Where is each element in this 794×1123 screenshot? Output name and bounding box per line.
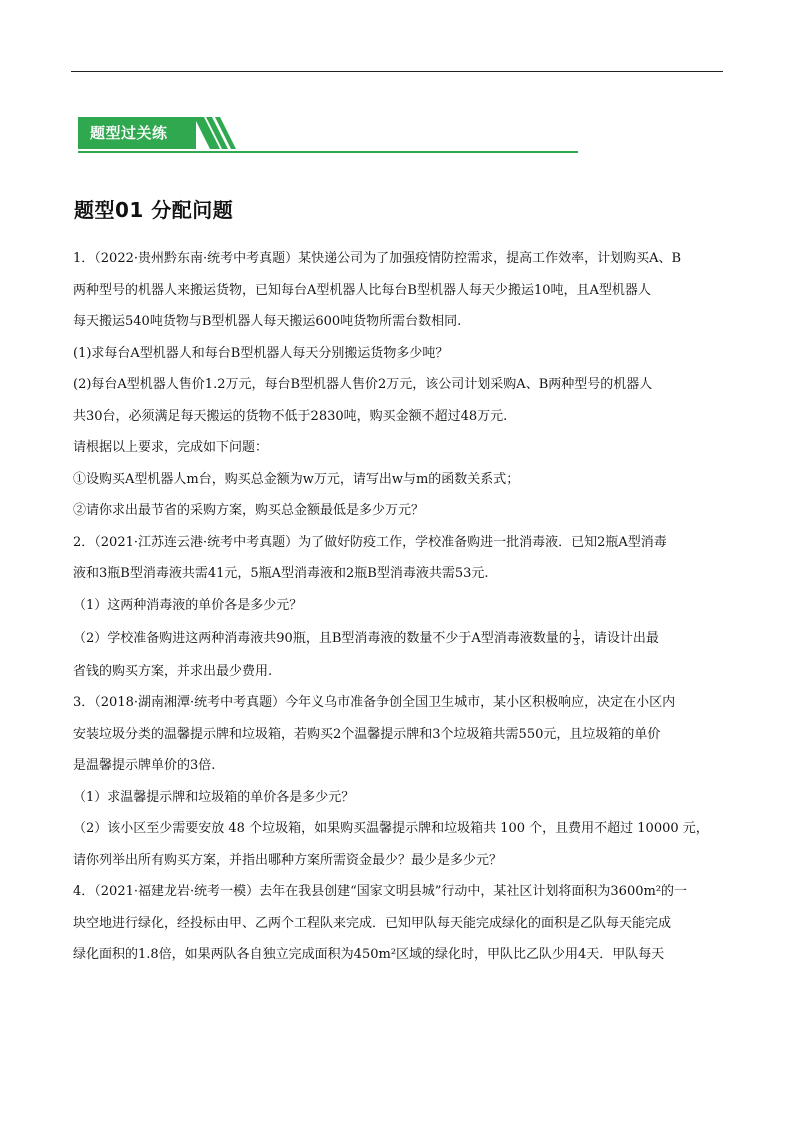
text-line: 是温馨提示牌单价的3倍. bbox=[73, 758, 216, 773]
fraction-numerator: 1 bbox=[573, 628, 579, 638]
text-line: ①设购买A型机器人m台，购买总金额为w万元，请写出w与m的函数关系式； bbox=[73, 471, 520, 487]
text-line: （1）求温馨提示牌和垃圾箱的单价各是多少元？ bbox=[73, 789, 355, 805]
text-line: 共30台，必须满足每天搬运的货物不低于2830吨，购买金额不超过48万元. bbox=[73, 408, 508, 424]
banner-stripes-icon bbox=[194, 117, 244, 149]
fraction-suffix-text: ，请设计出最 bbox=[580, 630, 659, 646]
text-line: 请你列举出所有购买方案，并指出哪种方案所需资金最少？最少是多少元？ bbox=[73, 852, 503, 868]
text-line: 每天搬运540吨货物与B型机器人每天搬运600吨货物所需台数相同. bbox=[73, 314, 462, 329]
fraction-one-third bbox=[573, 630, 580, 647]
fraction-denominator: 3 bbox=[573, 637, 579, 647]
text-line: 省钱的购买方案，并求出最少费用. bbox=[73, 663, 273, 679]
banner-label: 题型过关练 bbox=[78, 117, 196, 149]
question-list bbox=[73, 247, 723, 975]
text-line: 两种型号的机器人来搬运货物，已知每台A型机器人比每台B型机器人每天少搬运10吨，且A型机器人 bbox=[73, 282, 651, 298]
text-line: 液和3瓶B型消毒液共需41元，5瓶A型消毒液和2瓶B型消毒液共需53元. bbox=[73, 566, 489, 581]
fraction-lead-text: （2）学校准备购进这两种消毒液共90瓶，且B型消毒液的数量不少于A型消毒液数量的 bbox=[73, 630, 572, 646]
text-line: 绿化面积的1.8倍，如果两队各自独立完成面积为450m²区域的绿化时，甲队比乙队少用4天．甲队每天 bbox=[73, 947, 665, 962]
text-line: 块空地进行绿化，经投标由甲、乙两个工程队来完成．已知甲队每天能完成绿化的面积是乙队每天能完成 bbox=[73, 915, 672, 931]
text-line: 1．（2022·贵州黔东南·统考中考真题）某快递公司为了加强疫情防控需求，提高工作效率，计划购买A、B bbox=[73, 251, 682, 266]
text-line: 2．（2021·江苏连云港·统考中考真题）为了做好防疫工作，学校准备购进一批消毒液．已知2瓶A型消毒 bbox=[73, 534, 667, 550]
text-line: 3．（2018·湖南湘潭·统考中考真题）今年义乌市准备争创全国卫生城市，某小区积极响应，决定在小区内 bbox=[73, 695, 676, 710]
section-title: 题型01 分配问题 bbox=[74, 198, 234, 222]
section-banner bbox=[78, 117, 578, 153]
text-line: ②请你求出最节省的采购方案，购买总金额最低是多少万元？ bbox=[73, 503, 425, 518]
text-line-with-fraction bbox=[73, 627, 723, 660]
text-line: (1)求每台A型机器人和每台B型机器人每天分别搬运货物多少吨？ bbox=[73, 345, 449, 361]
banner-underline bbox=[78, 151, 578, 153]
text-line: 安装垃圾分类的温馨提示牌和垃圾箱，若购买2个温馨提示牌和3个垃圾箱共需550元，且垃圾箱的单价 bbox=[73, 726, 661, 742]
text-line: 4．（2021·福建龙岩·统考一模）去年在我县创建“国家文明县城”行动中，某社区计划将面积为3600m²的一 bbox=[73, 884, 688, 899]
top-rule bbox=[71, 71, 723, 72]
text-line: （2）该小区至少需要安放 48 个垃圾箱，如果购买温馨提示牌和垃圾箱共 100 个，且费用不超过 10000 元， bbox=[73, 821, 709, 836]
text-line: 请根据以上要求，完成如下问题： bbox=[73, 440, 269, 455]
text-line: （1）这两种消毒液的单价各是多少元？ bbox=[73, 597, 303, 613]
text-line: (2)每台A型机器人售价1.2万元，每台B型机器人售价2万元，该公司计划采购A、B两种型号的机器人 bbox=[73, 377, 653, 392]
